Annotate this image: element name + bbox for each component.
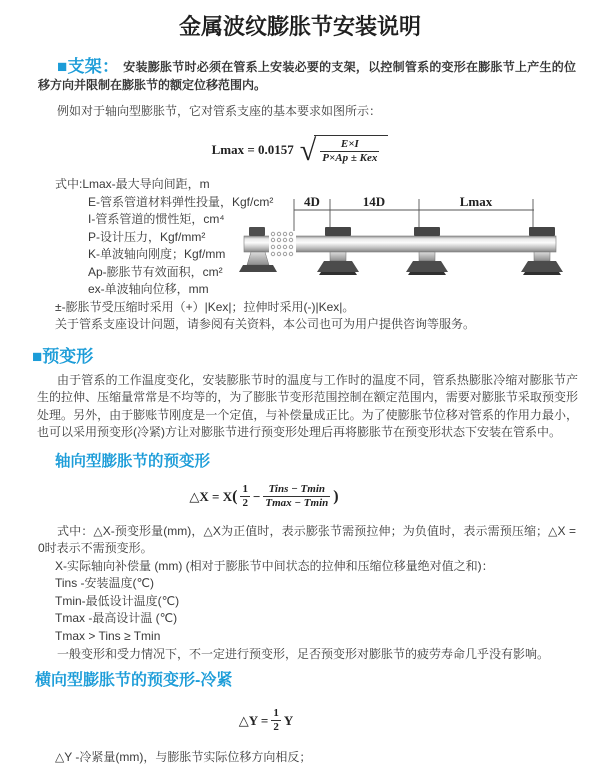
sqrt-radical [300,135,389,165]
support-example-line: 例如对于轴向型膨胀节，它对管系支座的基本要求如图所示： [38,103,576,121]
support-intro-paragraph [38,57,576,95]
section-square-icon: ■ [32,347,42,366]
lmax-formula [0,131,600,169]
half-fraction: $\frac{1}{2}$ [240,483,250,510]
predeform-section-heading [32,347,600,367]
bellows-icon [269,231,296,257]
dim-label-4d: 4D [304,194,320,209]
definition-line: E-管系管道材料弹性投量，Kgf/cm² [88,194,600,212]
pipe-support-diagram [236,190,596,292]
axial-explain-paragraph: 式中：△X-预变形量(mm)，△X为正值时，表示膨张节需预拉伸；为负值时，表示需预压缩；△X = 0时表示不需预变形。 [38,523,576,558]
lateral-formula-lhs: △Y = [239,712,269,730]
lateral-formula [0,705,566,737]
definition-line: 式中:Lmax-最大导向间距，m [55,176,600,194]
axial-definition-line: Tmax > Tins ≥ Tmin [55,628,600,646]
axial-formula-lhs: △X = X [189,488,232,506]
lateral-note-line: △Y -冷紧量(mm)，与膨胀节实际位移方向相反； [55,749,600,766]
close-paren: ) [333,488,338,506]
definition-line: P-设计压力，Kgf/mm² [88,229,600,247]
sqrt-denominator: P×Ap ± Kex [320,151,379,165]
radical-sign: √ [300,136,316,166]
lateral-formula-rhs: Y [284,712,293,730]
axial-definition-line: X-实际轴向补偿量 (mm) (相对于膨胀节中间状态的拉伸和压缩位移量绝对值之和)： [55,558,600,576]
predeform-paragraph: 由于管系的工作温度变化，安装膨胀节时的温度与工作时的温度不同，管系热膨胀冷缩对膨胀节产生的拉伸、压缩量常常是不均等的，为了膨胀节变形范围控制在额定范围内，需要对膨胀节采取预变形处理。另外，由于膨账节刚度是一个定值，与补偿量成正比。为了使膨胀节位移对管系的作用力最小，也可以采用预变形(冷紧)方让对膨胀节进行预变形处理后再将膨胀节在预变形状态下安装在管系中。 [37,372,578,442]
axial-definition-line: Tmax -最高设计温 (℃) [55,610,600,628]
axial-formula [0,480,564,514]
support-section-heading: 支架： [68,57,120,76]
page-title: 金属波纹膨胀节安装说明 [0,0,600,42]
definition-line: ±-膨胀节受压缩时采用（+）|Kex|；拉伸时采用(-)|Kex|。 [55,299,600,317]
sqrt-numerator: E×I [320,138,379,151]
axial-definition-lines [0,558,600,646]
minus-sign: − [253,488,260,506]
half-fraction: $\frac{1}{2}$ [271,707,281,734]
lateral-subheading: 横向型膨胀节的预变形-冷紧 [35,670,600,692]
definition-line: 关于管系支座设计问题，请参阅有关资料，本公司也可为用户提供咨询等服务。 [55,316,600,334]
lmax-formula-lhs: Lmax = 0.0157 [212,141,294,159]
axial-subheading: 轴向型膨胀节的预变形 [55,452,600,472]
axial-definition-line: Tmin-最低设计温度(℃) [55,593,600,611]
axial-note-line: 一般变形和受力情况下，不一定进行预变形，足否预变形对膨胀节的疲劳寿命几乎没有影响。 [38,646,576,664]
dim-label-lmax: Lmax [460,194,493,209]
dim-label-14d: 14D [363,194,385,209]
temperature-fraction: $\frac{\text{Tins − Tmin}}{Tmax - Tmin}$ [263,483,330,510]
predeform-heading-label: 预变形 [42,347,93,366]
definition-line: Ap-膨胀节有效面积，cm² [88,264,600,282]
definition-line: ex-单波轴向位移，mm [88,281,600,299]
section-square-icon: ■ [57,57,68,76]
definition-line: K-单波轴向刚度；Kgf/mm [88,246,600,264]
definition-line: I-管系管道的惯性矩，cm⁴ [88,211,600,229]
axial-definition-line: Tins -安装温度(℃) [55,575,600,593]
support-intro-text: 安装膨胀节时必须在管系上安装必要的支架，以控制管系的变形在膨胀节上产生的位移方向并限制在膨胀节的额定位移范围内。 [38,60,576,92]
open-paren: ( [232,488,237,506]
